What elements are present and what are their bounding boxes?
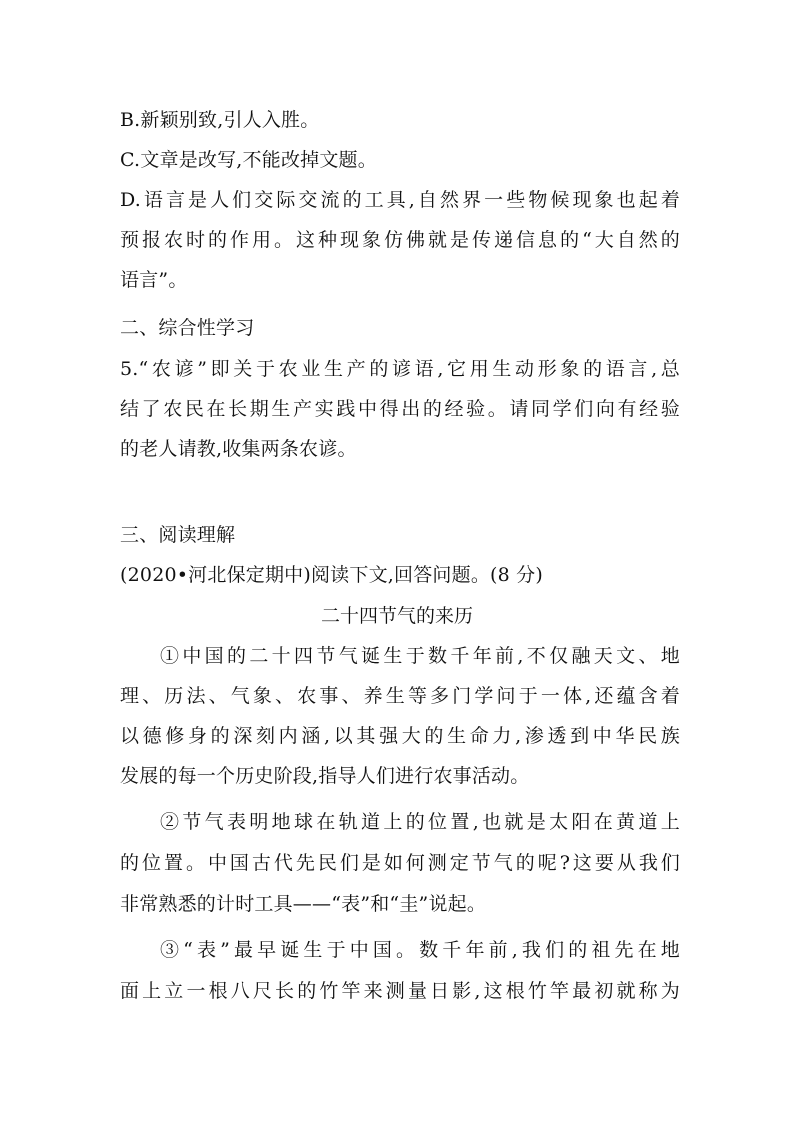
paragraph-3-line-1: ③“表”最早诞生于中国。数千年前,我们的祖先在地	[160, 939, 680, 961]
question-5-line-3: 的老人请教,收集两条农谚。	[120, 438, 357, 460]
paragraph-1-line-4: 发展的每一个历史阶段,指导人们进行农事活动。	[120, 765, 530, 787]
section-heading-comprehensive-learning: 二、综合性学习	[120, 317, 255, 339]
paragraph-1-line-3: 以德修身的深刻内涵,以其强大的生命力,渗透到中华民族	[120, 725, 680, 747]
paragraph-3-line-2: 面上立一根八尺长的竹竿来测量日影,这根竹竿最初就称为	[120, 980, 680, 1002]
paragraph-2-line-3: 非常熟悉的计时工具——“表”和“圭”说起。	[120, 893, 487, 915]
section-heading-reading-comprehension: 三、阅读理解	[120, 524, 236, 546]
option-c-text: C.文章是改写,不能改掉文题。	[120, 149, 377, 171]
option-d-text-line-2: 预报农时的作用。这种现象仿佛就是传递信息的“大自然的	[120, 229, 680, 251]
option-d-text-line-1: D.语言是人们交际交流的工具,自然界一些物候现象也起着	[120, 189, 680, 211]
paragraph-2-line-1: ②节气表明地球在轨道上的位置,也就是太阳在黄道上	[160, 811, 680, 833]
question-5-line-1: 5.“农谚”即关于农业生产的谚语,它用生动形象的语言,总	[120, 358, 680, 380]
reading-instructions: (2020•河北保定期中)阅读下文,回答问题。(8 分)	[120, 564, 543, 586]
option-b-text: B.新颖别致,引人入胜。	[120, 109, 320, 131]
paragraph-1-line-1: ①中国的二十四节气诞生于数千年前,不仅融天文、地	[160, 645, 680, 667]
question-5-line-2: 结了农民在长期生产实践中得出的经验。请同学们向有经验	[120, 398, 680, 420]
paragraph-2-line-2: 的位置。中国古代先民们是如何测定节气的呢?这要从我们	[120, 852, 680, 874]
paragraph-1-line-2: 理、历法、气象、农事、养生等多门学问于一体,还蕴含着	[120, 685, 680, 707]
article-title: 二十四节气的来历	[320, 605, 473, 627]
option-d-text-line-3: 语言”。	[120, 269, 188, 291]
